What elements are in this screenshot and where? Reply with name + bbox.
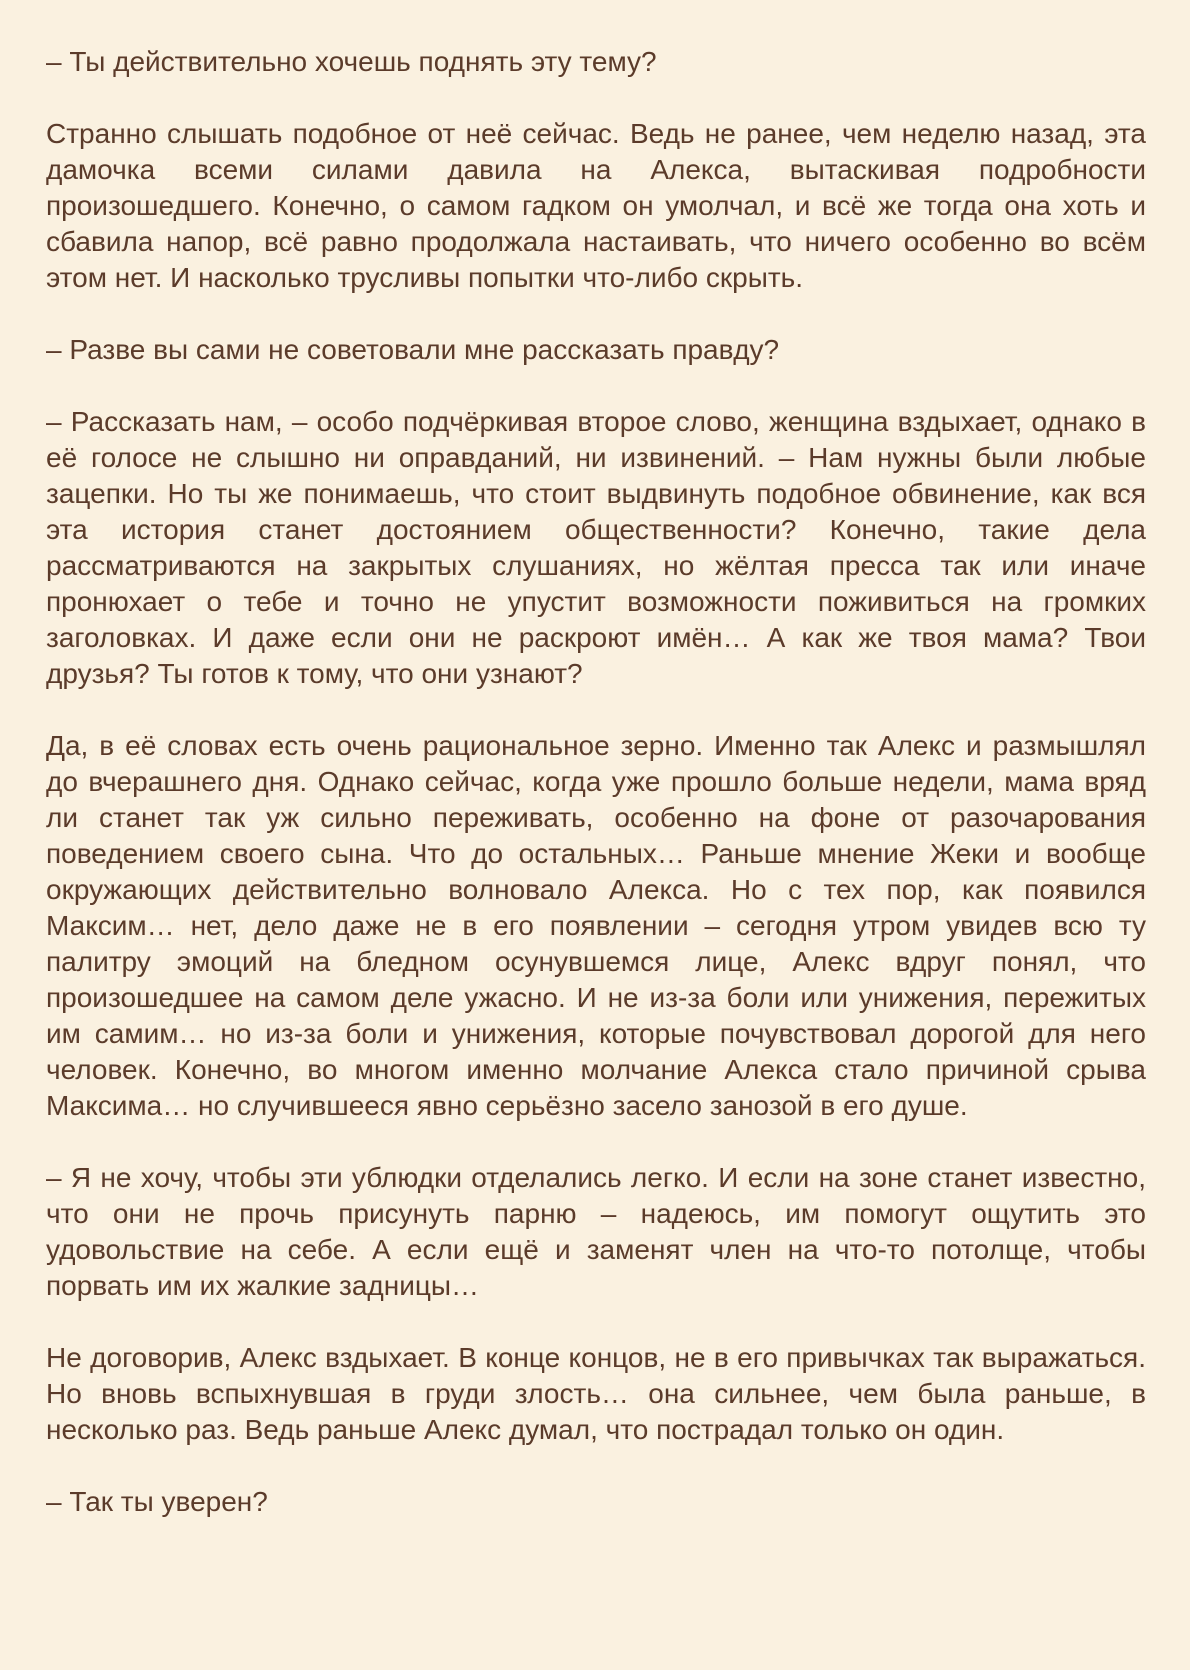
paragraph-8: – Так ты уверен? [46, 1486, 268, 1517]
paragraph-1: – Ты действительно хочешь поднять эту тему? [46, 46, 657, 77]
paragraph-7: Не договорив, Алекс вздыхает. В конце концов, не в его привычках так выражаться. Но вновь вспыхнувшая в груди злость… она сильнее, чем была раньше, в несколько раз. Ведь раньше Алекс думал, что пострадал только он один. [46, 1342, 1146, 1445]
paragraph-3: – Разве вы сами не советовали мне рассказать правду? [46, 334, 780, 365]
paragraph-5: Да, в её словах есть очень рациональное зерно. Именно так Алекс и размышлял до вчерашнего дня. Однако сейчас, когда уже прошло больше недели, мама вряд ли станет так уж сильно переживать, особенно на фоне от разочарования поведением своего сына. Что до остальных… Раньше мнение Жеки и вообще окружающих действительно волновало Алекса. Но с тех пор, как появился Максим… нет, дело даже не в его появлении – сегодня утром увидев всю ту палитру эмоций на бледном осунувшемся лице, Алекс вдруг понял, что произошедшее на самом деле ужасно. И не из-за боли или унижения, пережитых им самим… но из-за боли и унижения, которые почувствовал дорогой для него человек. Конечно, во многом именно молчание Алекса стало причиной срыва Максима… но случившееся явно серьёзно засело занозой в его душе. [46, 730, 1146, 1121]
paragraph-6: – Я не хочу, чтобы эти ублюдки отделались легко. И если на зоне станет известно, что они не прочь присунуть парню – надеюсь, им помогут ощутить это удовольствие на себе. А если ещё и заменят член на что-то потолще, чтобы порвать им их жалкие задницы… [46, 1162, 1146, 1301]
paragraph-2: Странно слышать подобное от неё сейчас. Ведь не ранее, чем неделю назад, эта дамочка всеми силами давила на Алекса, вытаскивая подробности произошедшего. Конечно, о самом гадком он умолчал, и всё же тогда она хоть и сбавила напор, всё равно продолжала настаивать, что ничего особенно во всём этом нет. И насколько трусливы попытки что-либо скрыть. [46, 118, 1146, 293]
document-text [46, 44, 1146, 1520]
paragraph-4: – Рассказать нам, – особо подчёркивая второе слово, женщина вздыхает, однако в её голосе не слышно ни оправданий, ни извинений. – Нам нужны были любые зацепки. Но ты же понимаешь, что стоит выдвинуть подобное обвинение, как вся эта история станет достоянием общественности? Конечно, такие дела рассматриваются на закрытых слушаниях, но жёлтая пресса так или иначе пронюхает о тебе и точно не упустит возможности поживиться на громких заголовках. И даже если они не раскроют имён… А как же твоя мама? Твои друзья? Ты готов к тому, что они узнают? [46, 406, 1146, 689]
